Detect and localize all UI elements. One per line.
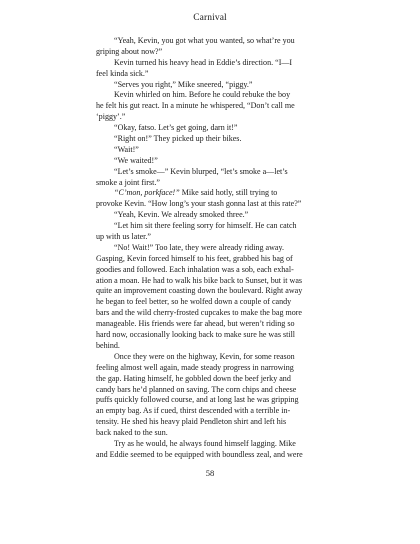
text-line: ‘piggy’.” [96,112,126,122]
text-line: an empty bag. As if cued, thirst descended with a terrible in- [96,406,291,416]
text-line: feeling almost well again, made steady progress in narrowing [96,362,294,372]
text-line: Try as he would, he always found himself lagging. Mike [114,438,296,448]
text-line: he began to feel better, so he wolfed down a couple of candy [96,297,292,307]
text-line: “Serves you right,” Mike sneered, “piggy.” [114,79,253,89]
text-line: bars and the wild cherry-frosted cupcakes to make the bag more [96,308,303,318]
text-line: and Eddie seemed to be equipped with boundless zeal, and were [96,449,303,459]
text-line: manageable. His friends were far ahead, but weren’t riding so [96,319,295,329]
text-line: behind. [96,340,120,350]
text-line: “No! Wait!” Too late, they were already riding away. [114,242,285,252]
text-line: Gasping, Kevin forced himself to his feet, grabbed his bag of [96,253,293,263]
text-line: the gap. Hating himself, he gobbled down the beef jerky and [96,373,291,383]
text-line: “Let’s smoke—” Kevin blurped, “let’s smoke a—let’s [114,166,288,176]
text-line: “C’mon, porkface!” Mike said hotly, still trying to [114,188,278,198]
text-line: Kevin turned his heavy head in Eddie’s direction. “I—I [114,57,293,67]
text-line: hard now, occasionally looking back to make sure he was still [96,330,296,340]
text-line: feel kinda sick.” [96,68,149,78]
text-line: candy bars he’d planned on saving. The corn chips and cheese [96,384,297,394]
text-line: back naked to the sun. [96,428,168,438]
text-line: “Yeah, Kevin, you got what you wanted, so what’re you [114,36,295,45]
text-line: smoke a joint first.” [96,177,160,187]
text-line: Kevin whirled on him. Before he could rebuke the boy [114,90,291,100]
text-line: “Okay, fatso. Let’s get going, darn it!” [114,123,238,133]
text-line: he felt his gut react. In a minute he whispered, “Don’t call me [96,101,295,111]
page-number: 58 [205,468,215,478]
text-line: up with us later.” [96,232,151,242]
text-line: griping about now?” [96,46,163,56]
text-line: puffs quickly followed course, and at long last he was gripping [96,395,299,405]
text-line: provoke Kevin. “How long’s your stash gonna last at this rate?” [96,199,302,209]
text-line: “Wait!” [114,144,139,154]
running-head: Carnival [193,13,227,23]
text-line: “Yeah, Kevin. We already smoked three.” [114,210,249,220]
text-line: quite an improvement coasting down the boulevard. Right away [96,286,303,296]
text-line: tensity. He shed his heavy plaid Pendleton shirt and left his [96,417,287,427]
text-line: “Right on!” They picked up their bikes. [114,134,242,144]
text-line: goodies and followed. Each inhalation was a sob, each exhal- [96,264,294,274]
text-line: ation a moan. He had to walk his bike back to Sunset, but it was [96,275,303,285]
text-line: “Let him sit there feeling sorry for himself. He can catch [114,221,297,231]
body-text [96,36,339,461]
text-line: Once they were on the highway, Kevin, for some reason [114,351,295,361]
text-line: “We waited!” [114,155,158,165]
